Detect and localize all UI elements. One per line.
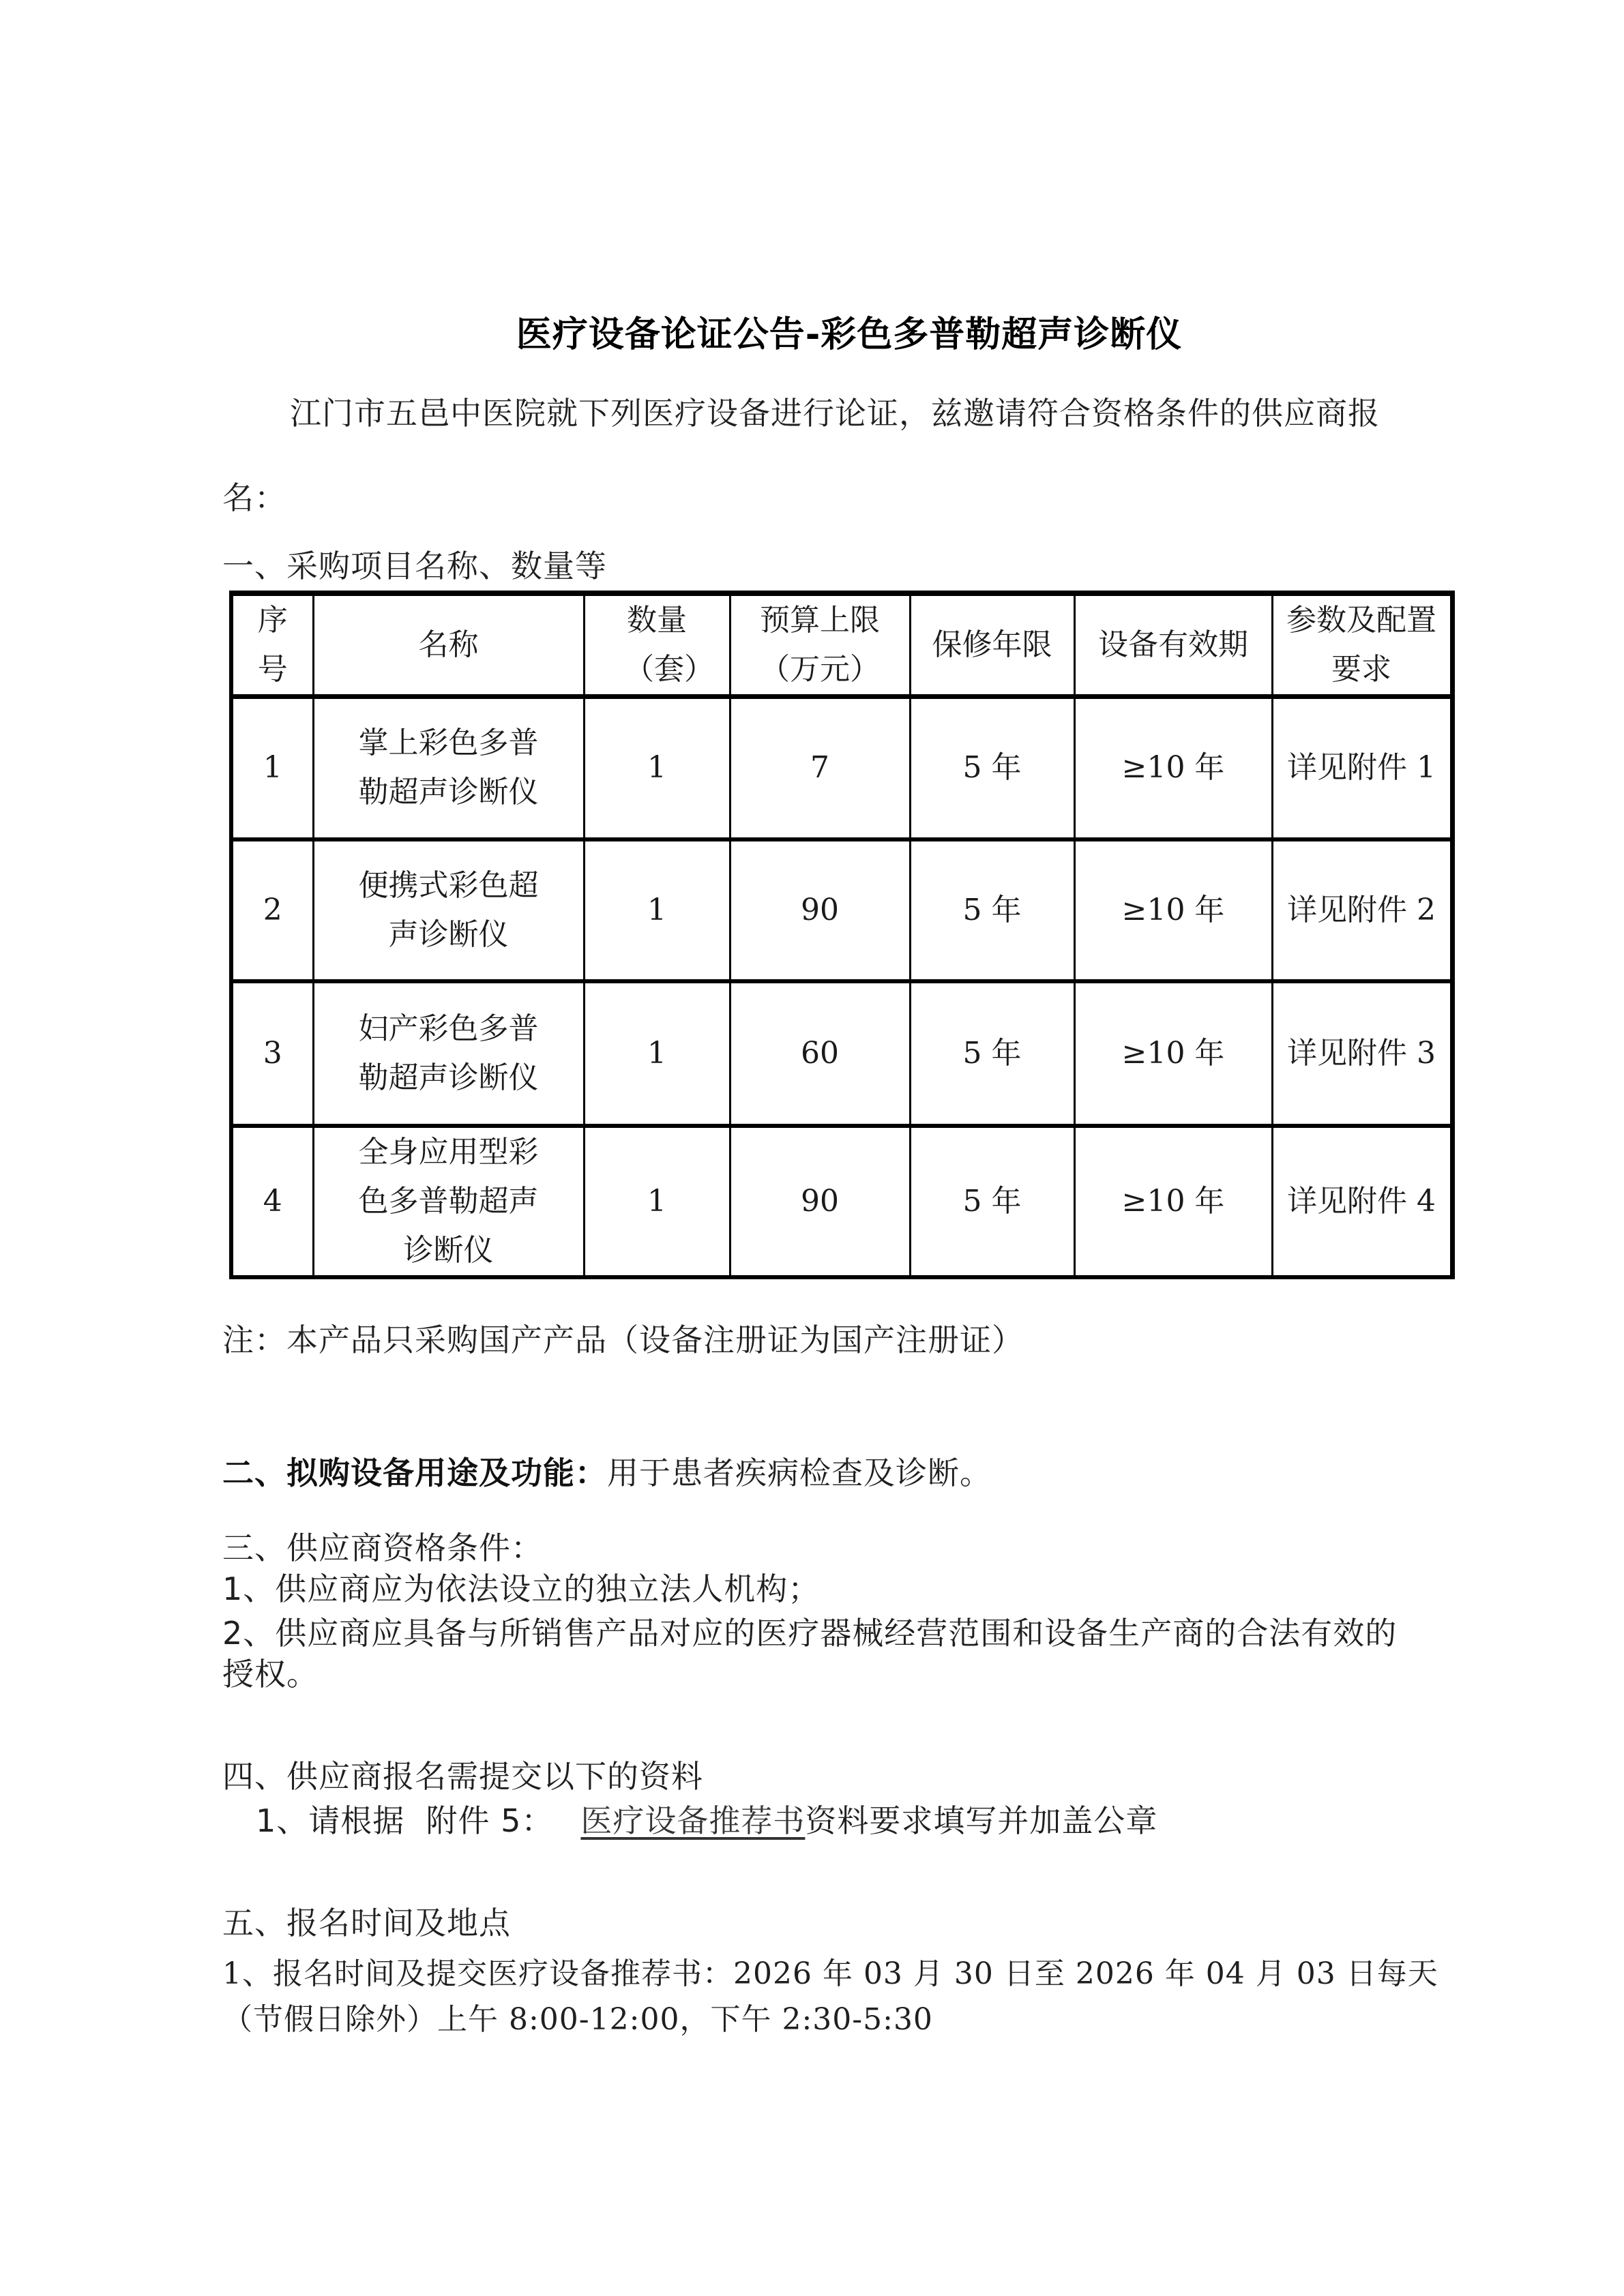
header-name: 名称	[313, 593, 584, 697]
cell-warranty: 5 年	[910, 839, 1074, 981]
cell-qty: 1	[584, 697, 730, 839]
document-title: 医疗设备论证公告-彩色多普勒超声诊断仪	[516, 314, 1183, 355]
cell-spec: 详见附件 3	[1272, 981, 1452, 1126]
cell-budget: 7	[730, 697, 910, 839]
section-3-item-2-line-1: 2、供应商应具备与所销售产品对应的医疗器械经营范围和设备生产商的合法有效的	[222, 1615, 1398, 1652]
table-row	[231, 1126, 1452, 1277]
section-4-heading: 四、供应商报名需提交以下的资料	[222, 1758, 703, 1795]
section-2	[222, 1452, 992, 1493]
section-3-item-2-line-2: 授权。	[222, 1656, 319, 1693]
cell-name: 掌上彩色多普勒超声诊断仪	[313, 697, 584, 839]
cell-lifespan: ≥10 年	[1074, 697, 1272, 839]
cell-lifespan: ≥10 年	[1074, 839, 1272, 981]
section-4-item-prefix: 1、请根据 附件 5：	[256, 1802, 554, 1839]
header-budget: 预算上限（万元）	[730, 593, 910, 697]
section-4-item-suffix: 资料要求填写并加盖公章	[805, 1802, 1158, 1839]
recommendation-form-link[interactable]: 医疗设备推荐书	[580, 1802, 806, 1839]
cell-spec: 详见附件 2	[1272, 839, 1452, 981]
cell-lifespan: ≥10 年	[1074, 1126, 1272, 1277]
section-4-item-1	[256, 1800, 1157, 1841]
cell-warranty: 5 年	[910, 981, 1074, 1126]
section-3-item-1: 1、供应商应为依法设立的独立法人机构；	[222, 1570, 821, 1607]
section-5-item-1-line-1: 1、报名时间及提交医疗设备推荐书：2026 年 03 月 30 日至 2026 年 04 月 03 日每天	[222, 1956, 1438, 1991]
intro-text-line-1: 江门市五邑中医院就下列医疗设备进行论证，兹邀请符合资格条件的供应商报	[290, 395, 1380, 432]
header-spec: 参数及配置要求	[1272, 593, 1452, 697]
section-2-text: 用于患者疾病检查及诊断。	[607, 1455, 992, 1491]
cell-qty: 1	[584, 839, 730, 981]
cell-budget: 90	[730, 839, 910, 981]
header-warranty: 保修年限	[910, 593, 1074, 697]
table-row	[231, 839, 1452, 981]
cell-spec: 详见附件 1	[1272, 697, 1452, 839]
cell-warranty: 5 年	[910, 697, 1074, 839]
header-qty: 数量（套）	[584, 593, 730, 697]
cell-qty: 1	[584, 1126, 730, 1277]
table-row	[231, 697, 1452, 839]
cell-budget: 90	[730, 1126, 910, 1277]
cell-budget: 60	[730, 981, 910, 1126]
header-seq: 序号	[231, 593, 313, 697]
cell-spec: 详见附件 4	[1272, 1126, 1452, 1277]
cell-lifespan: ≥10 年	[1074, 981, 1272, 1126]
table-row	[231, 981, 1452, 1126]
section-1-heading: 一、采购项目名称、数量等	[222, 548, 607, 584]
section-5-heading: 五、报名时间及地点	[222, 1905, 511, 1941]
cell-seq: 4	[231, 1126, 313, 1277]
cell-name: 便携式彩色超声诊断仪	[313, 839, 584, 981]
section-3-heading: 三、供应商资格条件：	[222, 1530, 543, 1566]
procurement-table	[229, 591, 1455, 1279]
section-2-heading: 二、拟购设备用途及功能：	[222, 1455, 607, 1491]
table-note: 注：本产品只采购国产产品（设备注册证为国产注册证）	[222, 1322, 1024, 1358]
cell-qty: 1	[584, 981, 730, 1126]
header-lifespan: 设备有效期	[1074, 593, 1272, 697]
cell-seq: 3	[231, 981, 313, 1126]
intro-text-line-2: 名：	[222, 479, 286, 516]
table-header-row	[231, 593, 1452, 697]
cell-name: 全身应用型彩色多普勒超声诊断仪	[313, 1126, 584, 1277]
cell-seq: 1	[231, 697, 313, 839]
section-5-item-1-line-2: （节假日除外）上午 8:00-12:00，下午 2:30-5:30	[222, 2002, 933, 2037]
cell-seq: 2	[231, 839, 313, 981]
cell-name: 妇产彩色多普勒超声诊断仪	[313, 981, 584, 1126]
cell-warranty: 5 年	[910, 1126, 1074, 1277]
